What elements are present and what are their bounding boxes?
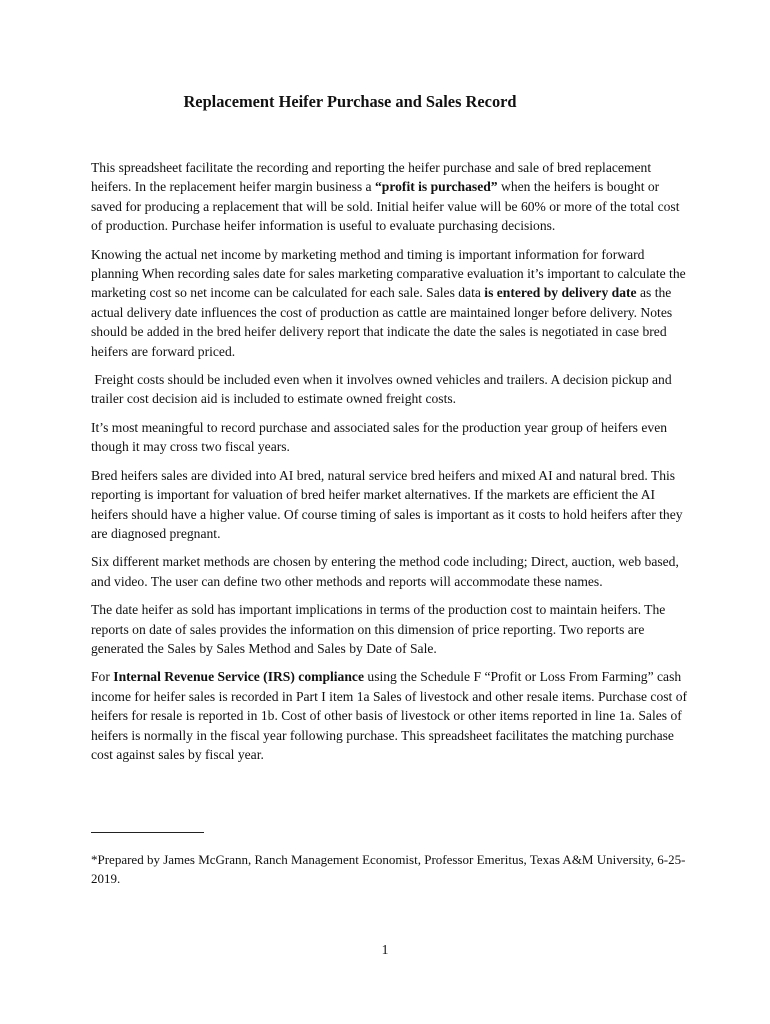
document-title: Replacement Heifer Purchase and Sales Record bbox=[183, 92, 517, 111]
bold-phrase-irs-compliance: Internal Revenue Service (IRS) compliance bbox=[113, 669, 364, 685]
paragraph-irs-compliance bbox=[91, 667, 691, 764]
paragraph-market-methods: Six different market methods are chosen by entering the method code including; Direct, auction, web based, and video. The user can define two other methods and reports will accommodate these names. bbox=[91, 554, 679, 589]
footnote: *Prepared by James McGrann, Ranch Management Economist, Professor Emeritus, Texas A&M University, 6-25-2019. bbox=[91, 852, 686, 886]
paragraph-bred-heifer-types: Bred heifers sales are divided into AI bred, natural service bred heifers and mixed AI and natural bred. This reporting is important for valuation of bred heifer market alternatives. If the markets are efficient the AI heifers should have a higher value. Of course timing of sales is important as it costs to hold heifers after they are diagnosed pregnant. bbox=[91, 467, 683, 541]
bold-phrase-profit-is-purchased: “profit is purchased” bbox=[374, 179, 498, 195]
paragraph-text: Knowing the actual net income by marketing method and timing is important information for forward planning When recording sales date for sales marketing comparative evaluation it’s important to calculate the marketing cost so net income can be calculated for each sale. Sales data bbox=[91, 246, 686, 301]
bold-phrase-delivery-date: is entered by delivery date bbox=[484, 285, 637, 301]
page-number: 1 bbox=[381, 942, 389, 957]
paragraph-text: using the Schedule F “Profit or Loss From Farming” cash income for heifer sales is recorded in Part I item 1a Sales of livestock and other resale items. Purchase cost of heifers for resale is reported in 1b. Cost of other basis of livestock or other items reported in line 1a. Sales of heifers is normally in the fiscal year following purchase. This spreadsheet facilitates the matching purchase cost against sales by fiscal year. bbox=[91, 669, 688, 762]
footnote-separator bbox=[91, 832, 204, 833]
paragraph-text: as the actual delivery date influences the cost of production as cattle are maintained longer before delivery. Notes should be added in the bred heifer delivery report that indicate the date the sales is negotiated in case bred heifers are forward priced. bbox=[91, 285, 673, 359]
paragraph-intro bbox=[91, 158, 691, 236]
paragraph-text: when the heifers is bought or saved for producing a replacement that will be sold. Initial heifer value will be 60% or more of the total cost of production. Purchase heifer information is useful to evaluate purchasing decisions. bbox=[91, 179, 680, 234]
document-body bbox=[91, 158, 691, 773]
paragraph-text: For bbox=[91, 669, 114, 685]
paragraph-text: This spreadsheet facilitate the recording and reporting the heifer purchase and sale of bred replacement heifers. In the replacement heifer margin business a bbox=[91, 160, 652, 195]
paragraph-production-year: It’s most meaningful to record purchase and associated sales for the production year group of heifers even though it may cross two fiscal years. bbox=[91, 419, 668, 455]
paragraph-net-income bbox=[91, 245, 691, 361]
paragraph-date-sold: The date heifer as sold has important implications in terms of the production cost to maintain heifers. The reports on date of sales provides the information on this dimension of price reporting. Two reports are generated the Sales by Sales Method and Sales by Date of Sale. bbox=[91, 602, 666, 656]
paragraph-freight: Freight costs should be included even when it involves owned vehicles and trailers. A decision pickup and trailer cost decision aid is included to estimate owned freight costs. bbox=[91, 372, 676, 407]
